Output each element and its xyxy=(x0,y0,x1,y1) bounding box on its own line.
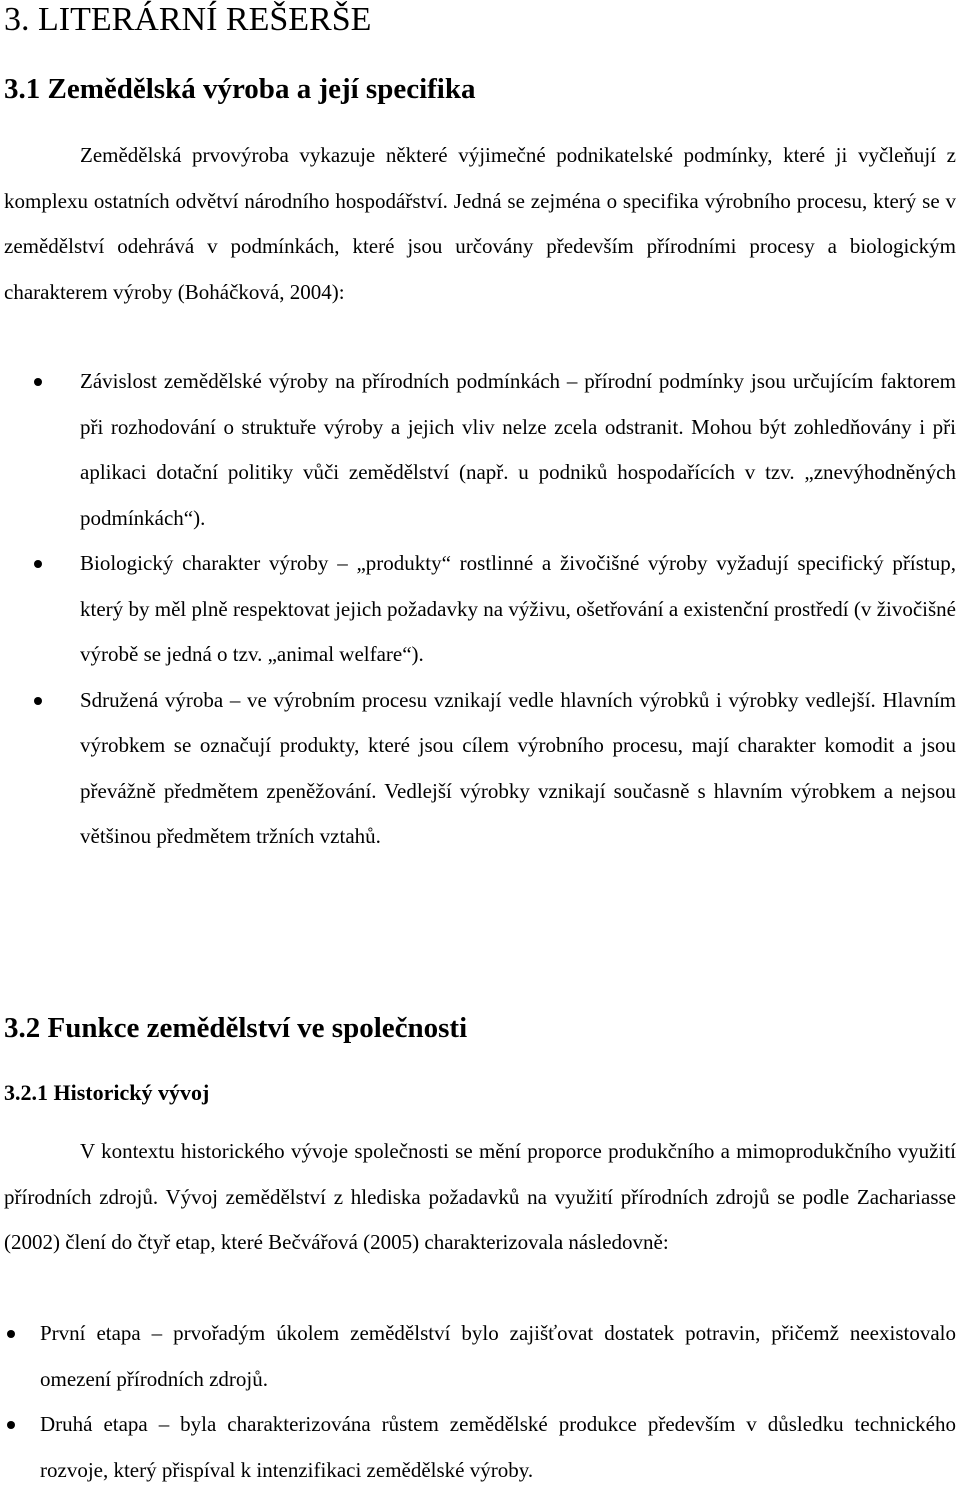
list-item-text: Biologický charakter výroby – „produkty“ rostlinné a živočišné výroby vyžadují specifický přístup, který by měl plně respektovat jejich požadavky na výživu, ošetřování a existenční prostředí (v živočišné výrobě se jedná o tzv. „animal welfare“). xyxy=(80,551,956,666)
subsection-3-2-1-bullet-list xyxy=(40,1311,956,1493)
list-item xyxy=(40,1402,956,1493)
list-item-text: Sdružená výroba – ve výrobním procesu vznikají vedle hlavních výrobků i výrobky vedlejší. Hlavním výrobkem se označují produkty, které jsou cílem výrobního procesu, mají charakter komodit a jsou převážně předmětem zpeněžování. Vedlejší výrobky vznikají současně s hlavním výrobkem a nejsou většinou předmětem tržních vztahů. xyxy=(80,687,956,848)
bullet-icon xyxy=(7,1330,15,1338)
list-item-text: Závislost zemědělské výroby na přírodních podmínkách – přírodní podmínky jsou určujícím faktorem při rozhodování o struktuře výroby a jejich vliv nelze zcela odstranit. Mohou být zohledňovány i při aplikaci dotační politiky vůči zemědělství (např. u podniků hospodařících v tzv. „znevýhodněných podmínkách“). xyxy=(80,369,956,530)
list-item xyxy=(80,359,956,541)
bullet-icon xyxy=(34,378,42,386)
list-item xyxy=(80,678,956,860)
subsection-3-2-1-paragraph: V kontextu historického vývoje společnosti se mění proporce produkčního a mimoprodukčního využití přírodních zdrojů. Vývoj zemědělství z hlediska požadavků na využití přírodních zdrojů se podle Zachariasse (2002) člení do čtyř etap, které Bečvářová (2005) charakterizovala následovně: xyxy=(4,1139,956,1254)
bullet-icon xyxy=(34,697,42,705)
bullet-icon xyxy=(34,560,42,568)
section-3-1-paragraph: Zemědělská prvovýroba vykazuje některé výjimečné podnikatelské podmínky, které ji vyčleňují z komplexu ostatních odvětví národního hospodářství. Jedná se zejména o specifika výrobního procesu, který se v zemědělství odehrává v podmínkách, které jsou určovány především přírodními procesy a biologickým charakterem výroby (Boháčková, 2004): xyxy=(4,143,956,304)
subsection-3-2-1-heading: 3.2.1 Historický vývoj xyxy=(4,1080,210,1105)
bullet-icon xyxy=(7,1421,15,1429)
list-item-text: Druhá etapa – byla charakterizována růstem zemědělské produkce především v důsledku technického rozvoje, který přispíval k intenzifikaci zemědělské výroby. xyxy=(40,1412,956,1482)
list-item xyxy=(40,1311,956,1402)
section-3-1-bullet-list xyxy=(80,359,956,860)
section-3-2-heading: 3.2 Funkce zemědělství ve společnosti xyxy=(4,1012,468,1044)
chapter-heading: 3. LITERÁRNÍ REŠERŠE xyxy=(4,1,372,38)
list-item-text: První etapa – prvořadým úkolem zemědělství bylo zajišťovat dostatek potravin, přičemž neexistovalo omezení přírodních zdrojů. xyxy=(40,1321,956,1391)
section-3-1-heading: 3.1 Zemědělská výroba a její specifika xyxy=(4,73,476,105)
list-item xyxy=(80,541,956,678)
